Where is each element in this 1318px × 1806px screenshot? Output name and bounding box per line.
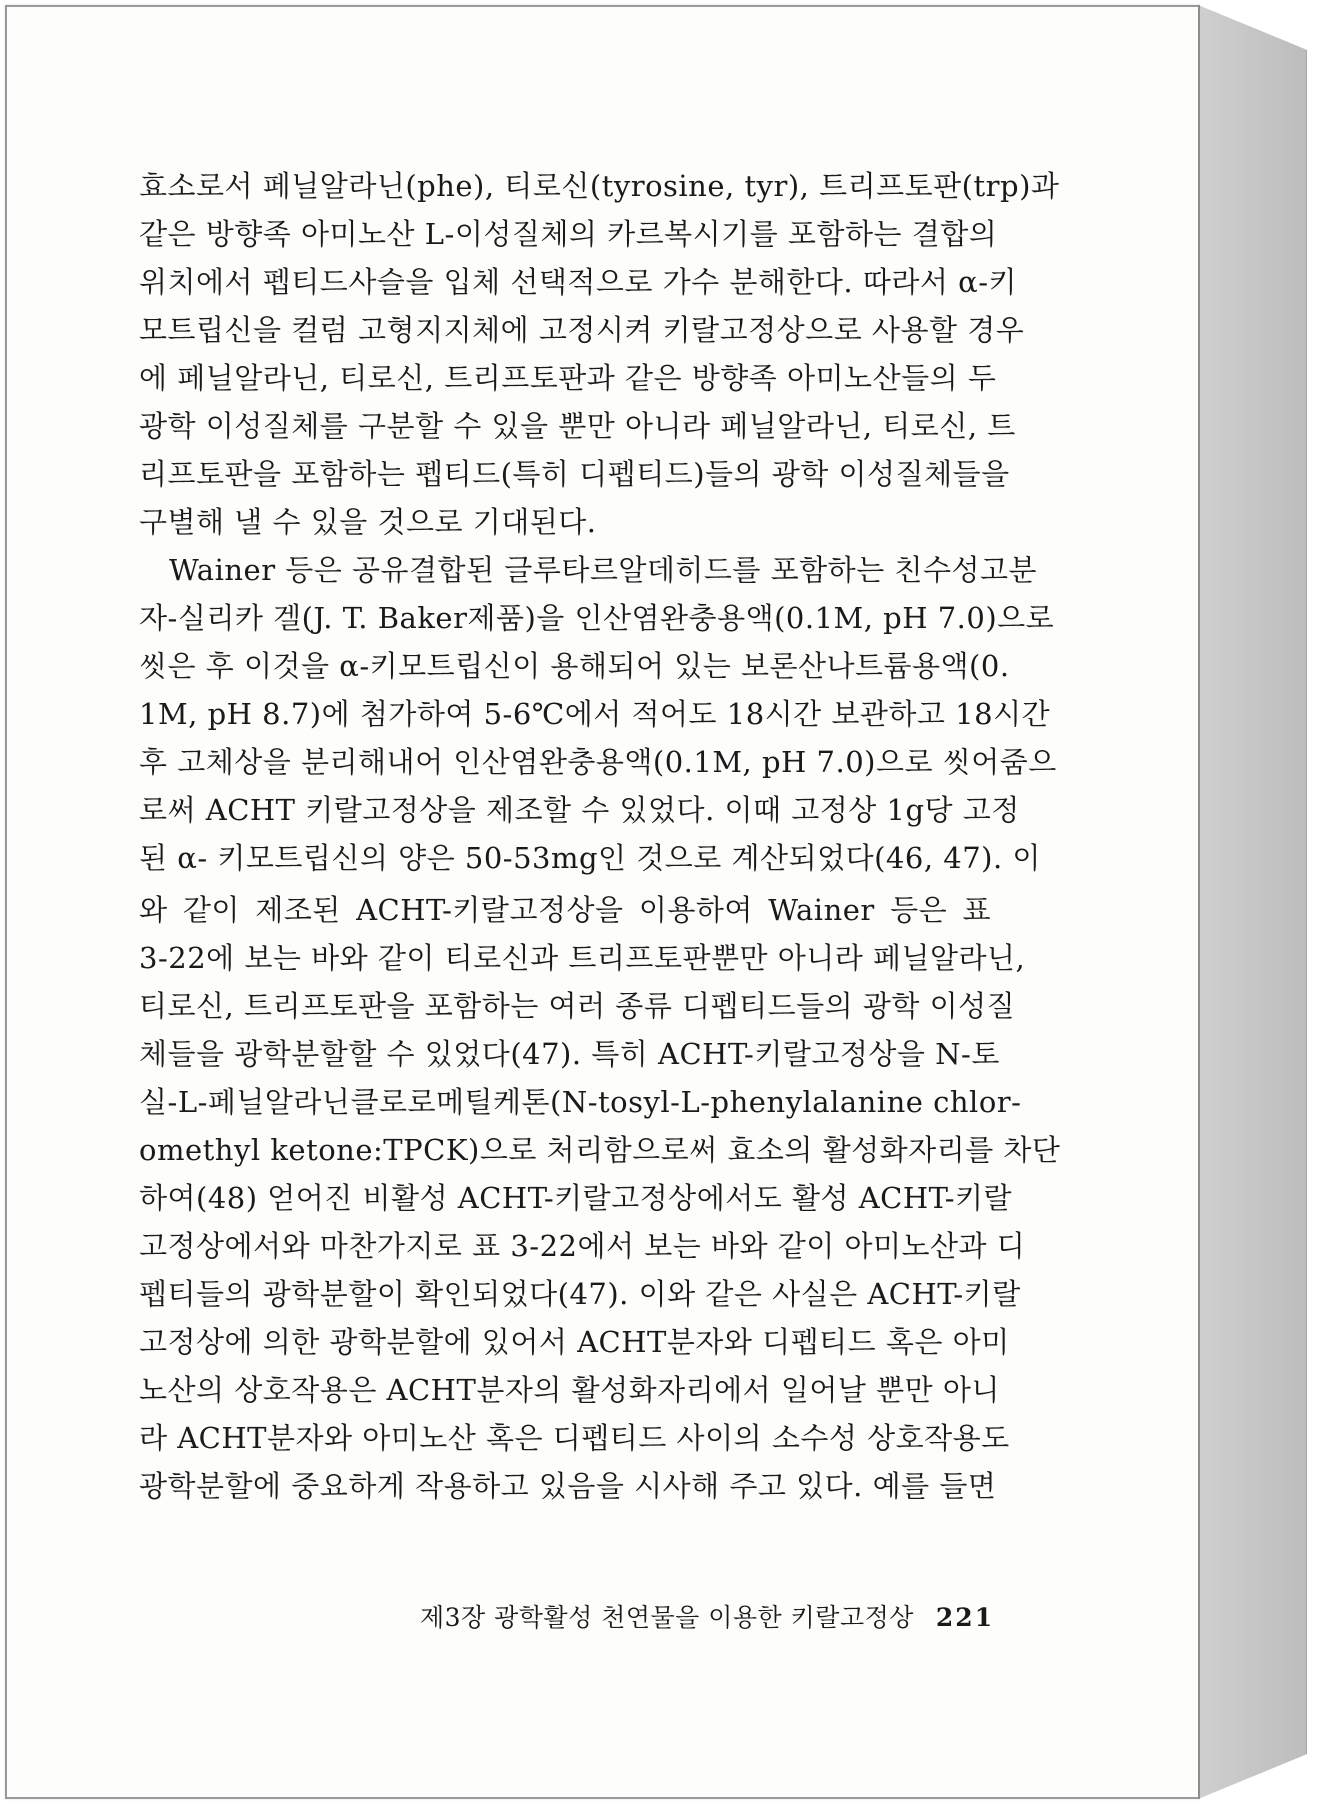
text-line: 자-실리카 겔(J. T. Baker제품)을 인산염완충용액(0.1M, pH 7.0)으로 xyxy=(139,601,1055,635)
text-line: 광학 이성질체를 구분할 수 있을 뿐만 아니라 페닐알라닌, 티로신, 트 xyxy=(139,409,1016,443)
text-line: 펩티들의 광학분할이 확인되었다(47). 이와 같은 사실은 ACHT-키랄 xyxy=(139,1277,1021,1311)
text-line: 하여(48) 얻어진 비활성 ACHT-키랄고정상에서도 활성 ACHT-키랄 xyxy=(139,1181,1013,1215)
text-line: 에 페닐알라닌, 티로신, 트리프토판과 같은 방향족 아미노산들의 두 xyxy=(139,361,997,395)
text-line: 체들을 광학분할할 수 있었다(47). 특히 ACHT-키랄고정상을 N-토 xyxy=(139,1037,1000,1071)
running-footer xyxy=(420,1598,995,1634)
text-line: 와 같이 제조된 ACHT-키랄고정상을 이용하여 Wainer 등은 표 xyxy=(139,893,991,927)
text-line: 같은 방향족 아미노산 L-이성질체의 카르복시기를 포함하는 결합의 xyxy=(139,217,998,251)
text-line: 효소로서 페닐알라닌(phe), 티로신(tyrosine, tyr), 트리프토판(trp)과 xyxy=(139,169,1060,203)
text-line: 3-22에 보는 바와 같이 티로신과 트리프토판뿐만 아니라 페닐알라닌, xyxy=(139,941,1026,975)
text-line: 씻은 후 이것을 α-키모트립신이 용해되어 있는 보론산나트륨용액(0. xyxy=(139,649,1010,683)
text-line: 1M, pH 8.7)에 첨가하여 5-6℃에서 적어도 18시간 보관하고 18시간 xyxy=(139,697,1051,731)
text-line: 노산의 상호작용은 ACHT분자의 활성화자리에서 일어날 뿐만 아니 xyxy=(139,1373,1000,1407)
text-line: 고정상에 의한 광학분할에 있어서 ACHT분자와 디펩티드 혹은 아미 xyxy=(139,1325,1010,1359)
text-line: 로써 ACHT 키랄고정상을 제조할 수 있었다. 이때 고정상 1g당 고정 xyxy=(139,793,1020,827)
text-line: 구별해 낼 수 있을 것으로 기대된다. xyxy=(139,505,597,539)
text-line: 실-L-페닐알라닌클로로메틸케톤(N-tosyl-L-phenylalanine chlor- xyxy=(139,1085,1022,1119)
text-line: Wainer 등은 공유결합된 글루타르알데히드를 포함하는 친수성고분 xyxy=(169,553,1037,587)
text-line: 위치에서 펩티드사슬을 입체 선택적으로 가수 분해한다. 따라서 α-키 xyxy=(139,265,1018,299)
text-line: 고정상에서와 마찬가지로 표 3-22에서 보는 바와 같이 아미노산과 디 xyxy=(139,1229,1026,1263)
text-line: 광학분할에 중요하게 작용하고 있음을 시사해 주고 있다. 예를 들면 xyxy=(139,1469,997,1503)
chapter-title: 제3장 광학활성 천연물을 이용한 키랄고정상 xyxy=(420,1603,914,1632)
page-number: 221 xyxy=(935,1603,995,1632)
page-edge-line xyxy=(1198,5,1200,1799)
text-line: 된 α- 키모트립신의 양은 50-53mg인 것으로 계산되었다(46, 47). 이 xyxy=(139,841,1041,875)
text-line: 티로신, 트리프토판을 포함하는 여러 종류 디펩티드들의 광학 이성질 xyxy=(139,989,1016,1023)
page-edge-shadow xyxy=(1198,5,1307,1799)
text-line: 후 고체상을 분리해내어 인산염완충용액(0.1M, pH 7.0)으로 씻어줌으 xyxy=(139,745,1057,779)
body-text xyxy=(139,162,1061,1510)
text-line: 리프토판을 포함하는 펩티드(특히 디펩티드)들의 광학 이성질체들을 xyxy=(139,457,1010,491)
text-line: 모트립신을 컬럼 고형지지체에 고정시켜 키랄고정상으로 사용할 경우 xyxy=(139,313,1025,347)
text-line: omethyl ketone:TPCK)으로 처리함으로써 효소의 활성화자리를 차단 xyxy=(139,1133,1061,1167)
text-line: 라 ACHT분자와 아미노산 혹은 디펩티드 사이의 소수성 상호작용도 xyxy=(139,1421,1010,1455)
